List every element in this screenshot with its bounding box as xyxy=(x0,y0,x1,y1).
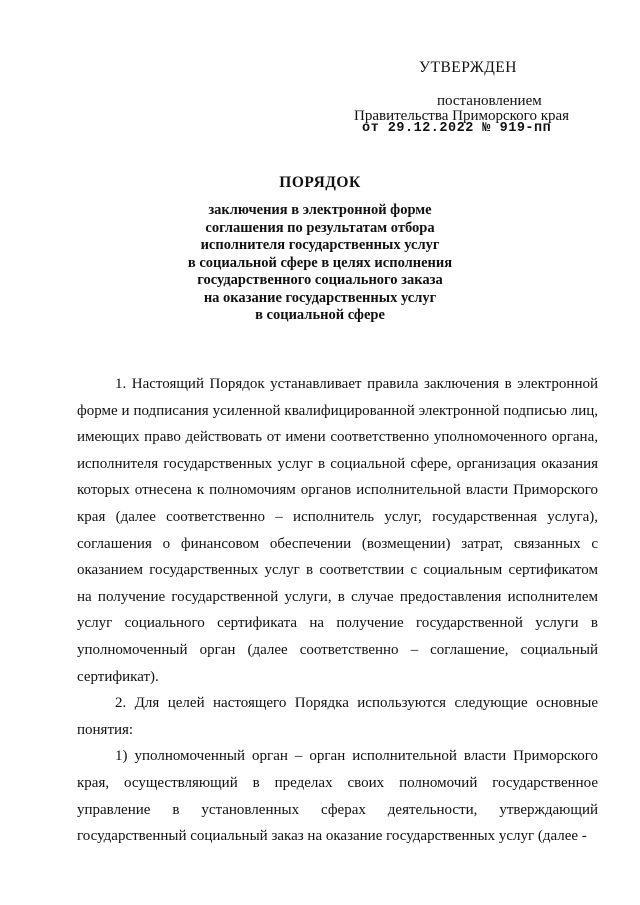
subtitle-line: в социальной сфере в целях исполнения xyxy=(187,254,453,271)
approval-title: УТВЕРЖДЕН xyxy=(419,59,517,76)
subtitle-line: исполнителя государственных услуг xyxy=(200,237,440,253)
subtitle-line: на оказание государственных услуг xyxy=(203,289,437,306)
paragraph-2: 2. Для целей настоящего Порядка используются следующие основные понятия: xyxy=(77,695,598,738)
subtitle-line: соглашения по результатам отбора xyxy=(205,219,435,236)
approval-line-government: Правительства Приморского края xyxy=(354,108,570,124)
approval-line-resolution: постановлением xyxy=(437,93,542,109)
paragraph-1: 1. Настоящий Порядок устанавливает правила заключения в электронной форме и подписания усиленной квалифицированной электронной подписью лиц, имеющих право действовать от имени соответственно уполномоченного органа, исполнителя государственных услуг в социальной сфере, организация оказания которых отнесена к полномочиям органов исполнительной власти Приморского края (далее соответственно – исполнитель услуг, государственная услуга), соглашения о финансовом обеспечении (возмещении) затрат, связанных с оказанием государственных услуг в соответствии с социальным сертификатом на получение государственной услуги, в случае предоставления исполнителем услуг социального сертификата на получение государственной услуги в уполномоченный орган (далее соответственно – соглашение, социальный сертификат). xyxy=(77,376,598,685)
subtitle-line: государственного социального заказа xyxy=(197,272,443,288)
approval-line-date-number: от 29.12.2022 № 919-пп xyxy=(362,121,552,136)
subtitle-line: в социальной сфере xyxy=(255,307,385,323)
document-body xyxy=(77,371,598,850)
paragraph-3: 1) уполномоченный орган – орган исполнительной власти Приморского края, осуществляющий в пределах своих полномочий государственное управление в установленных сферах деятельности, утверждающий государственный социальный заказ на оказание государственных услуг (далее - xyxy=(77,748,598,845)
document-subtitle xyxy=(0,202,640,325)
subtitle-line: заключения в электронной форме xyxy=(208,202,432,218)
document-title: ПОРЯДОК xyxy=(279,174,361,191)
